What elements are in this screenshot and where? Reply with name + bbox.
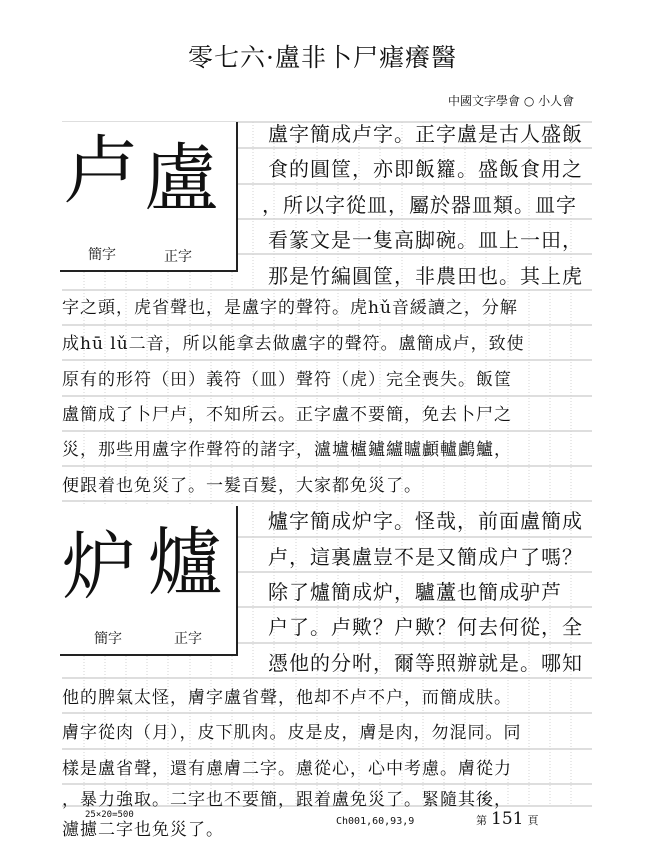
text-line: 便跟着也免災了。一髮百髮，大家都免災了。 [62,476,422,496]
character-comparison-box-lu [60,122,238,272]
page-title: 零七六·盧非卜尸瘧癢醫 [188,43,457,72]
traditional-label: 正字 [174,631,202,647]
page-number-block [476,809,538,829]
traditional-character: 爐 [148,520,222,606]
text-line: ，所以字從皿，屬於器皿類。皿字 [262,193,577,217]
text-line: 那是竹編圓筐，非農田也。其上虎 [268,264,583,288]
text-line: 濾攄二字也免災了。 [62,820,224,840]
text-line: 憑他的分咐，爾等照辦就是。哪知 [268,651,583,675]
text-line: 成hū lǔ二音，所以能拿去做盧字的聲符。盧簡成卢，致使 [62,334,525,354]
page-suffix: 頁 [527,814,539,827]
simplified-label: 簡字 [88,247,116,263]
text-line: 樣是盧省聲，還有慮膚二字。慮從心，心中考慮。膚從力 [62,759,512,779]
simplified-character: 炉 [62,524,136,610]
text-line: 除了爐簡成炉，驢蘆也簡成驴芦 [268,580,562,604]
text-line: 原有的形符（田）義符（皿）聲符（虎）完全喪失。飯筐 [62,370,512,390]
page-number: 151 [491,809,524,829]
organization-stamp: 中國文字學會 ○ 小人會 [448,94,575,108]
text-line: 爐字簡成炉字。怪哉，前面盧簡成 [268,509,583,533]
text-line: 食的圓筐，亦即飯籮。盛飯食用之 [268,157,583,181]
text-line: 盧字簡成卢字。正字盧是古人盛飯 [268,122,583,146]
simplified-character: 卢 [64,128,138,214]
text-line: 盧簡成了卜尸卢，不知所云。正字盧不要簡，免去卜尸之 [62,405,512,425]
text-line: 災，那些用盧字作聲符的諸字，瀘壚櫨鑪纑矑顱轤鸕鱸， [62,440,512,460]
traditional-label: 正字 [164,249,192,265]
text-line: 卢，這裏盧豈不是又簡成户了嗎？ [268,545,583,569]
text-line: 他的脾氣太怪，膚字盧省聲，他却不卢不户，而簡成肤。 [62,688,512,708]
simplified-label: 簡字 [94,631,122,647]
character-comparison-box-lu-furnace [60,506,238,656]
text-line: 看篆文是一隻高脚碗。皿上一田， [268,228,583,252]
text-line: 字之頭，虎省聲也，是盧字的聲符。虎hǔ音緩讀之，分解 [62,298,518,318]
traditional-character: 盧 [144,136,218,222]
text-line: ，暴力強取。二字也不要簡，跟着盧免災了。緊隨其後， [62,790,512,810]
grid-spec: 25×20=500 [85,810,134,820]
manuscript-code: Ch001,60,93,9 [336,816,415,827]
text-line: 膚字從肉（月），皮下肌肉。皮是皮，膚是肉，勿混同。同 [62,723,522,743]
page-prefix: 第 [476,814,487,827]
text-line: 户了。卢歟？户歟？何去何從，全 [268,615,583,639]
